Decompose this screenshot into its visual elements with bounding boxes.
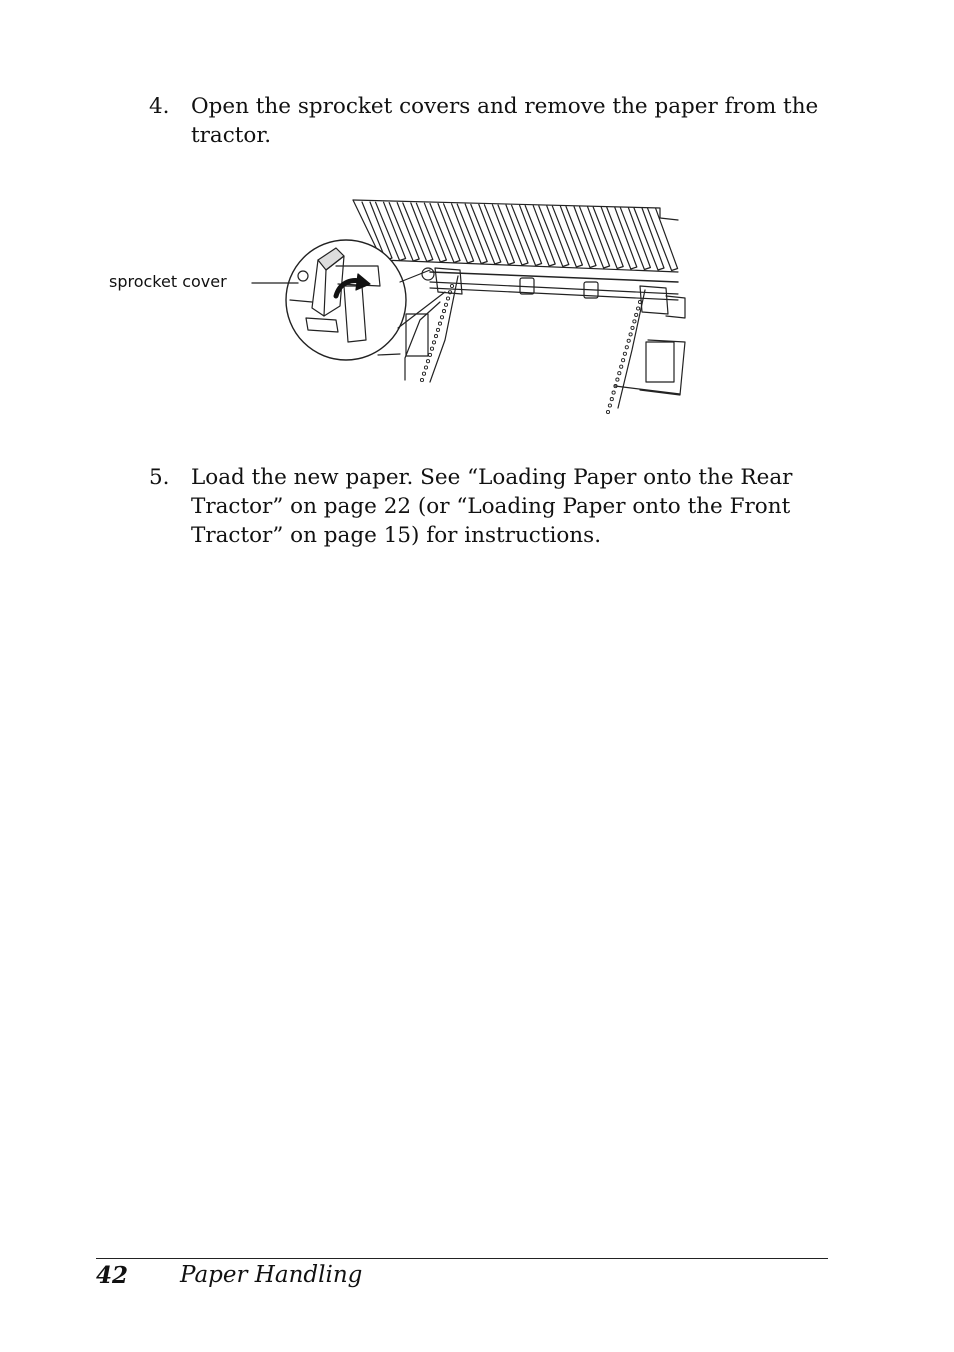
step-number: 4. xyxy=(149,94,170,119)
sprocket-hole xyxy=(620,365,623,368)
step-text-line: Open the sprocket covers and remove the paper from the xyxy=(191,94,819,119)
sprocket-hole xyxy=(424,366,427,369)
sprocket-hole xyxy=(608,404,611,407)
step-text-line: tractor. xyxy=(191,123,272,148)
sprocket-hole xyxy=(446,297,449,300)
sprocket-hole xyxy=(631,326,634,329)
sprocket-hole xyxy=(637,307,640,310)
sprocket-hole xyxy=(420,378,423,381)
sprocket-hole xyxy=(616,378,619,381)
step-text-line: Load the new paper. See “Loading Paper onto the Rear xyxy=(191,465,793,490)
sprocket-hole xyxy=(444,303,447,306)
sprocket-hole xyxy=(623,352,626,355)
sprocket-hole xyxy=(428,353,431,356)
sprocket-hole xyxy=(422,372,425,375)
sprocket-hole xyxy=(438,322,441,325)
sprocket-hole xyxy=(622,359,625,362)
sprocket-hole xyxy=(450,284,453,287)
sprocket-hole xyxy=(432,341,435,344)
guide-rib xyxy=(648,208,678,270)
footer-rule xyxy=(96,1258,828,1259)
sprocket-hole xyxy=(442,310,445,313)
sprocket-hole xyxy=(627,339,630,342)
sprocket-hole xyxy=(440,316,443,319)
paper-guide-ribs xyxy=(362,202,678,271)
sprocket-hole xyxy=(610,398,613,401)
sprocket-hole xyxy=(629,333,632,336)
sprocket-hole xyxy=(633,320,636,323)
sprocket-hole xyxy=(606,410,609,413)
sprocket-hole xyxy=(426,360,429,363)
sprocket-cover-callout: sprocket cover xyxy=(109,272,227,291)
sprocket-hole xyxy=(625,346,628,349)
sprocket-cover-illustration xyxy=(100,190,700,425)
section-title: Paper Handling xyxy=(180,1262,363,1288)
sprocket-hole xyxy=(430,347,433,350)
sprocket-hole xyxy=(434,335,437,338)
step-text xyxy=(191,92,818,150)
sprocket-hole xyxy=(618,372,621,375)
sprocket-hole xyxy=(635,313,638,316)
step-text-line: Tractor” on page 15) for instructions. xyxy=(191,523,602,548)
step-text xyxy=(191,463,792,550)
sprocket-hole xyxy=(612,391,615,394)
page-number: 42 xyxy=(96,1262,129,1289)
step-number: 5. xyxy=(149,465,170,490)
sprocket-hole xyxy=(436,328,439,331)
step-text-line: Tractor” on page 22 (or “Loading Paper onto the Front xyxy=(191,494,791,519)
